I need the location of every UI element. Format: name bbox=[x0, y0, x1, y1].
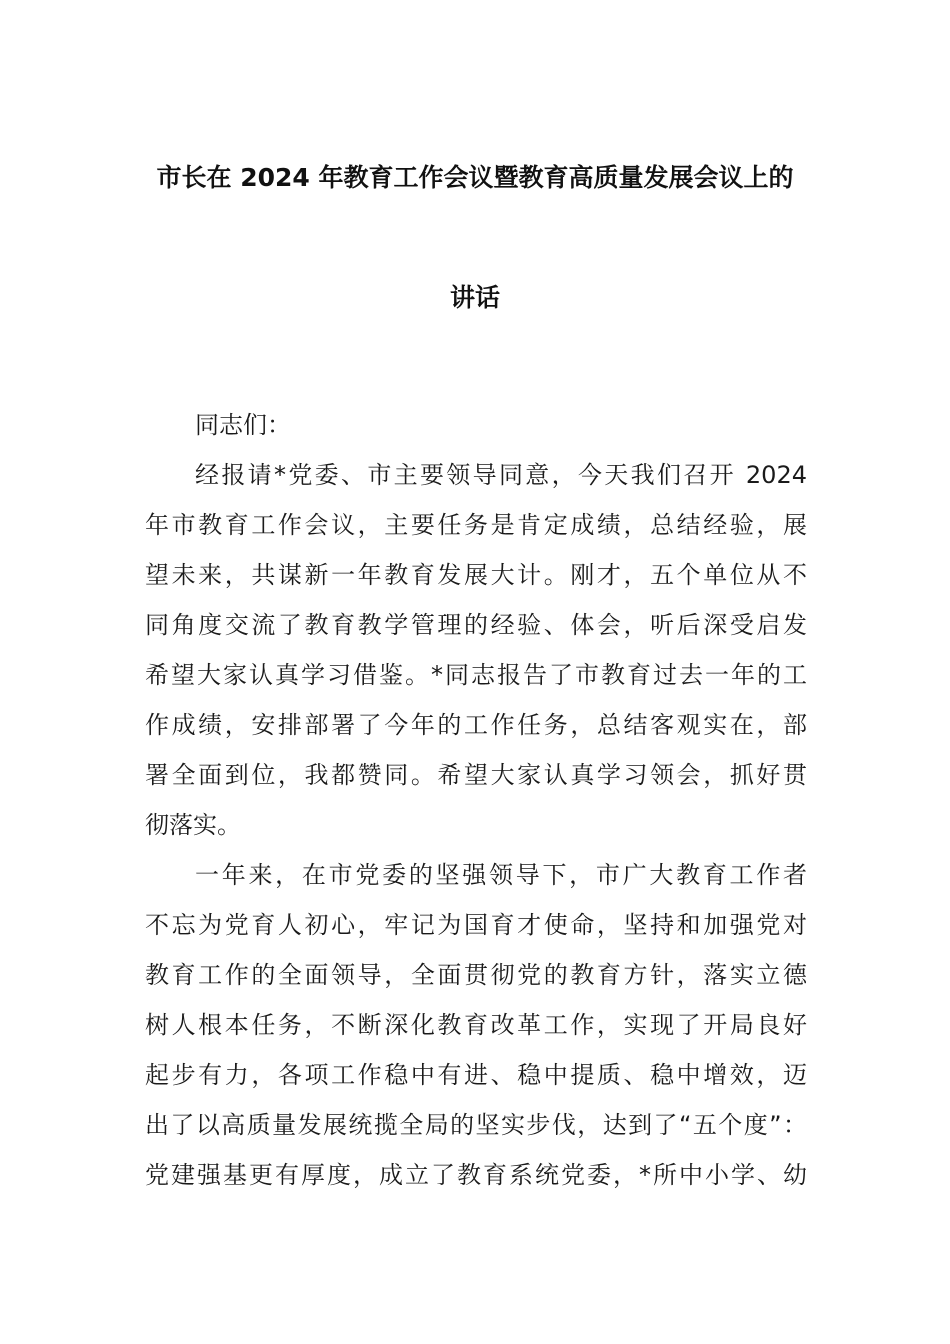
document-body bbox=[145, 400, 807, 1200]
document-title-line-1: 市长在 2024 年教育工作会议暨教育高质量发展会议上的 bbox=[156, 163, 794, 192]
document-title-line-2: 讲话 bbox=[449, 283, 500, 312]
paragraph-line: 年市教育工作会议，主要任务是肯定成绩，总结经验，展 bbox=[145, 511, 807, 539]
paragraph-line: 树人根本任务，不断深化教育改革工作，实现了开局良好 bbox=[145, 1011, 807, 1039]
paragraph-line: 希望大家认真学习借鉴。*同志报告了市教育过去一年的工 bbox=[145, 661, 807, 689]
paragraph-line: 教育工作的全面领导，全面贯彻党的教育方针，落实立德 bbox=[145, 961, 807, 989]
paragraph-line: 党建强基更有厚度，成立了教育系统党委，*所中小学、幼 bbox=[145, 1161, 807, 1189]
salutation: 同志们： bbox=[195, 411, 291, 439]
paragraph-1 bbox=[145, 450, 807, 850]
paragraph-line: 作成绩，安排部署了今年的工作任务，总结客观实在，部 bbox=[145, 711, 807, 739]
paragraph-line: 望未来，共谋新一年教育发展大计。刚才，五个单位从不 bbox=[145, 561, 807, 589]
paragraph-line: 出了以高质量发展统揽全局的坚实步伐，达到了“五个度”： bbox=[145, 1111, 807, 1139]
paragraph-line: 起步有力，各项工作稳中有进、稳中提质、稳中增效，迈 bbox=[145, 1061, 807, 1089]
paragraph-line: 署全面到位，我都赞同。希望大家认真学习领会，抓好贯 bbox=[145, 761, 807, 789]
paragraph-line: 同角度交流了教育教学管理的经验、体会，听后深受启发 bbox=[145, 611, 807, 639]
paragraph-line: 不忘为党育人初心，牢记为国育才使命，坚持和加强党对 bbox=[145, 911, 807, 939]
paragraph-2 bbox=[145, 850, 807, 1200]
paragraph-line: 彻落实。 bbox=[145, 811, 241, 839]
paragraph-line: 经报请*党委、市主要领导同意，今天我们召开 2024 bbox=[195, 461, 807, 489]
paragraph-line: 一年来，在市党委的坚强领导下，市广大教育工作者 bbox=[195, 861, 807, 889]
